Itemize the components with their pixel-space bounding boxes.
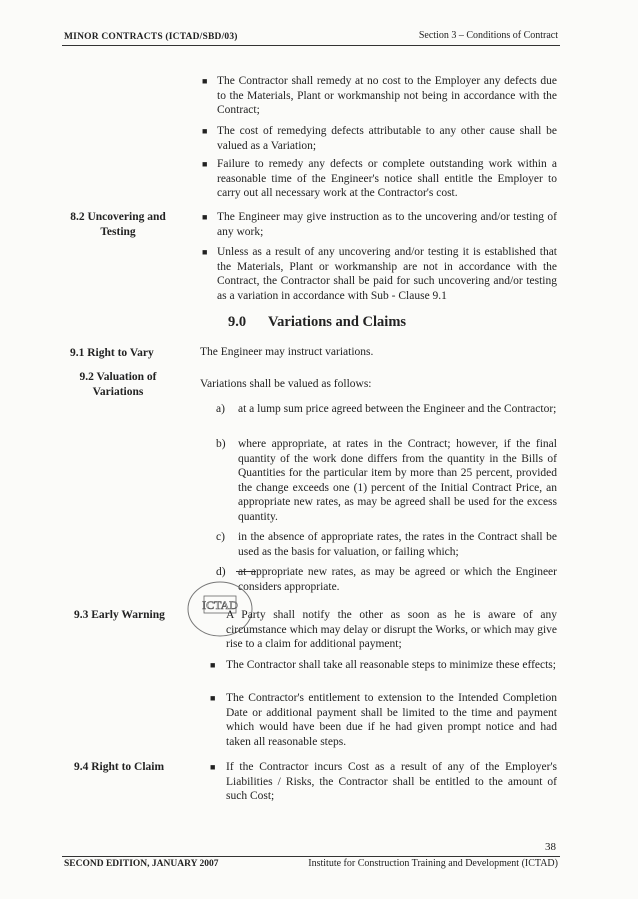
bullet-icon: ■ [202,212,208,222]
bullet-item [202,157,557,201]
bullet-item [202,124,557,153]
list-item-label: d) [216,566,226,578]
bullet-text: Failure to remedy any defects or complete outstanding work within a reasonable time of the Engineer's notice shall entitle the Employer to carry out all necessary work at the Contractor's cost. [217,158,557,199]
bullet-icon: ■ [202,126,208,136]
footer-edition: SECOND EDITION, JANUARY 2007 [64,859,219,869]
header-document-title: MINOR CONTRACTS (ICTAD/SBD/03) [64,32,238,42]
bullet-item [210,658,557,673]
bullet-text: The Engineer may give instruction as to the uncovering and/or testing of any work; [217,211,557,238]
bullet-icon: ■ [202,76,208,86]
page-number: 38 [545,841,556,853]
clause-heading-9-2: 9.2 Valuation of Variations [79,371,157,398]
bullet-icon: ■ [202,247,208,257]
bullet-text: The Contractor shall take all reasonable steps to minimize these effects; [226,659,556,671]
list-item [216,437,557,524]
section-number: 9.0 [228,314,247,330]
bullet-icon: ■ [210,693,216,703]
bullet-text: A Party shall notify the other as soon as he is aware of any circumstance which may delay or disrupt the Works, or which may give rise to a claim for additional payment; [226,609,557,650]
bullet-text: Unless as a result of any uncovering and/or testing it is established that the Materials, Plant or workmanship are not in accordance with the Contract, the Contractor shall be paid for such uncovering and/or testing as a variation in accordance with Sub - Clause 9.1 [217,246,557,302]
list-item-label: b) [216,438,226,450]
bullet-icon: ■ [202,159,208,169]
section-title [228,314,406,331]
bullet-item [210,691,557,749]
list-item [216,530,557,559]
list-item-text: at appropriate new rates, as may be agreed or which the Engineer considers appropriate. [238,566,557,593]
clause-text-9-1: The Engineer may instruct variations. [200,346,374,358]
bullet-item [210,608,557,652]
list-item-text: at a lump sum price agreed between the Engineer and the Contractor; [238,403,557,415]
bullet-item [210,760,557,804]
clause-heading-8-2: 8.2 Uncovering and Testing [70,211,166,238]
bullet-icon: ■ [210,660,216,670]
strike-mark [236,571,256,572]
footer-rule [62,856,560,857]
clause-heading-9-3: 9.3 Early Warning [74,609,165,621]
bullet-text: The Contractor shall remedy at no cost to the Employer any defects due to the Materials, Plant or workmanship not being in accordance with the Contract; [217,75,557,116]
list-item [216,402,557,417]
bullet-icon: ■ [210,762,216,772]
list-item-label: a) [216,403,225,415]
bullet-item [202,245,557,303]
list-item-text: in the absence of appropriate rates, the rates in the Contract shall be used as the basis for valuation, or failing which; [238,531,557,558]
bullet-text: The Contractor's entitlement to extension to the Intended Completion Date or additional payment shall be limited to the time and payment which would have been due if he had given prompt notice and had taken all reasonable steps. [226,692,557,748]
footer-publisher: Institute for Construction Training and Development (ICTAD) [308,858,558,869]
bullet-text: If the Contractor incurs Cost as a result of any of the Employer's Liabilities / Risks, the Contractor shall be entitled to the amount of such Cost; [226,761,557,802]
header-section-title: Section 3 – Conditions of Contract [418,30,558,41]
clause-heading-9-4: 9.4 Right to Claim [74,761,165,773]
bullet-item [202,210,557,239]
section-name: Variations and Claims [268,314,407,330]
list-item [216,565,557,594]
bullet-item [202,74,557,118]
clause-text-9-2: Variations shall be valued as follows: [200,378,372,390]
stamp-text: ICTAD [202,598,238,612]
list-item-text: where appropriate, at rates in the Contract; however, if the final quantity of the work done differs from the quantity in the Bills of Quantities for the particular item by more than 25 percent, provided the change exceeds one (1) percent of the Initial Contract Price, an appropriate new rates, as may be agreed shall be used for the excess quantity. [238,438,557,523]
bullet-text: The cost of remedying defects attributable to any other cause shall be valued as a Variation; [217,125,557,152]
list-item-label: c) [216,531,225,543]
clause-heading-9-1: 9.1 Right to Vary [70,347,154,359]
header-rule [62,45,560,46]
